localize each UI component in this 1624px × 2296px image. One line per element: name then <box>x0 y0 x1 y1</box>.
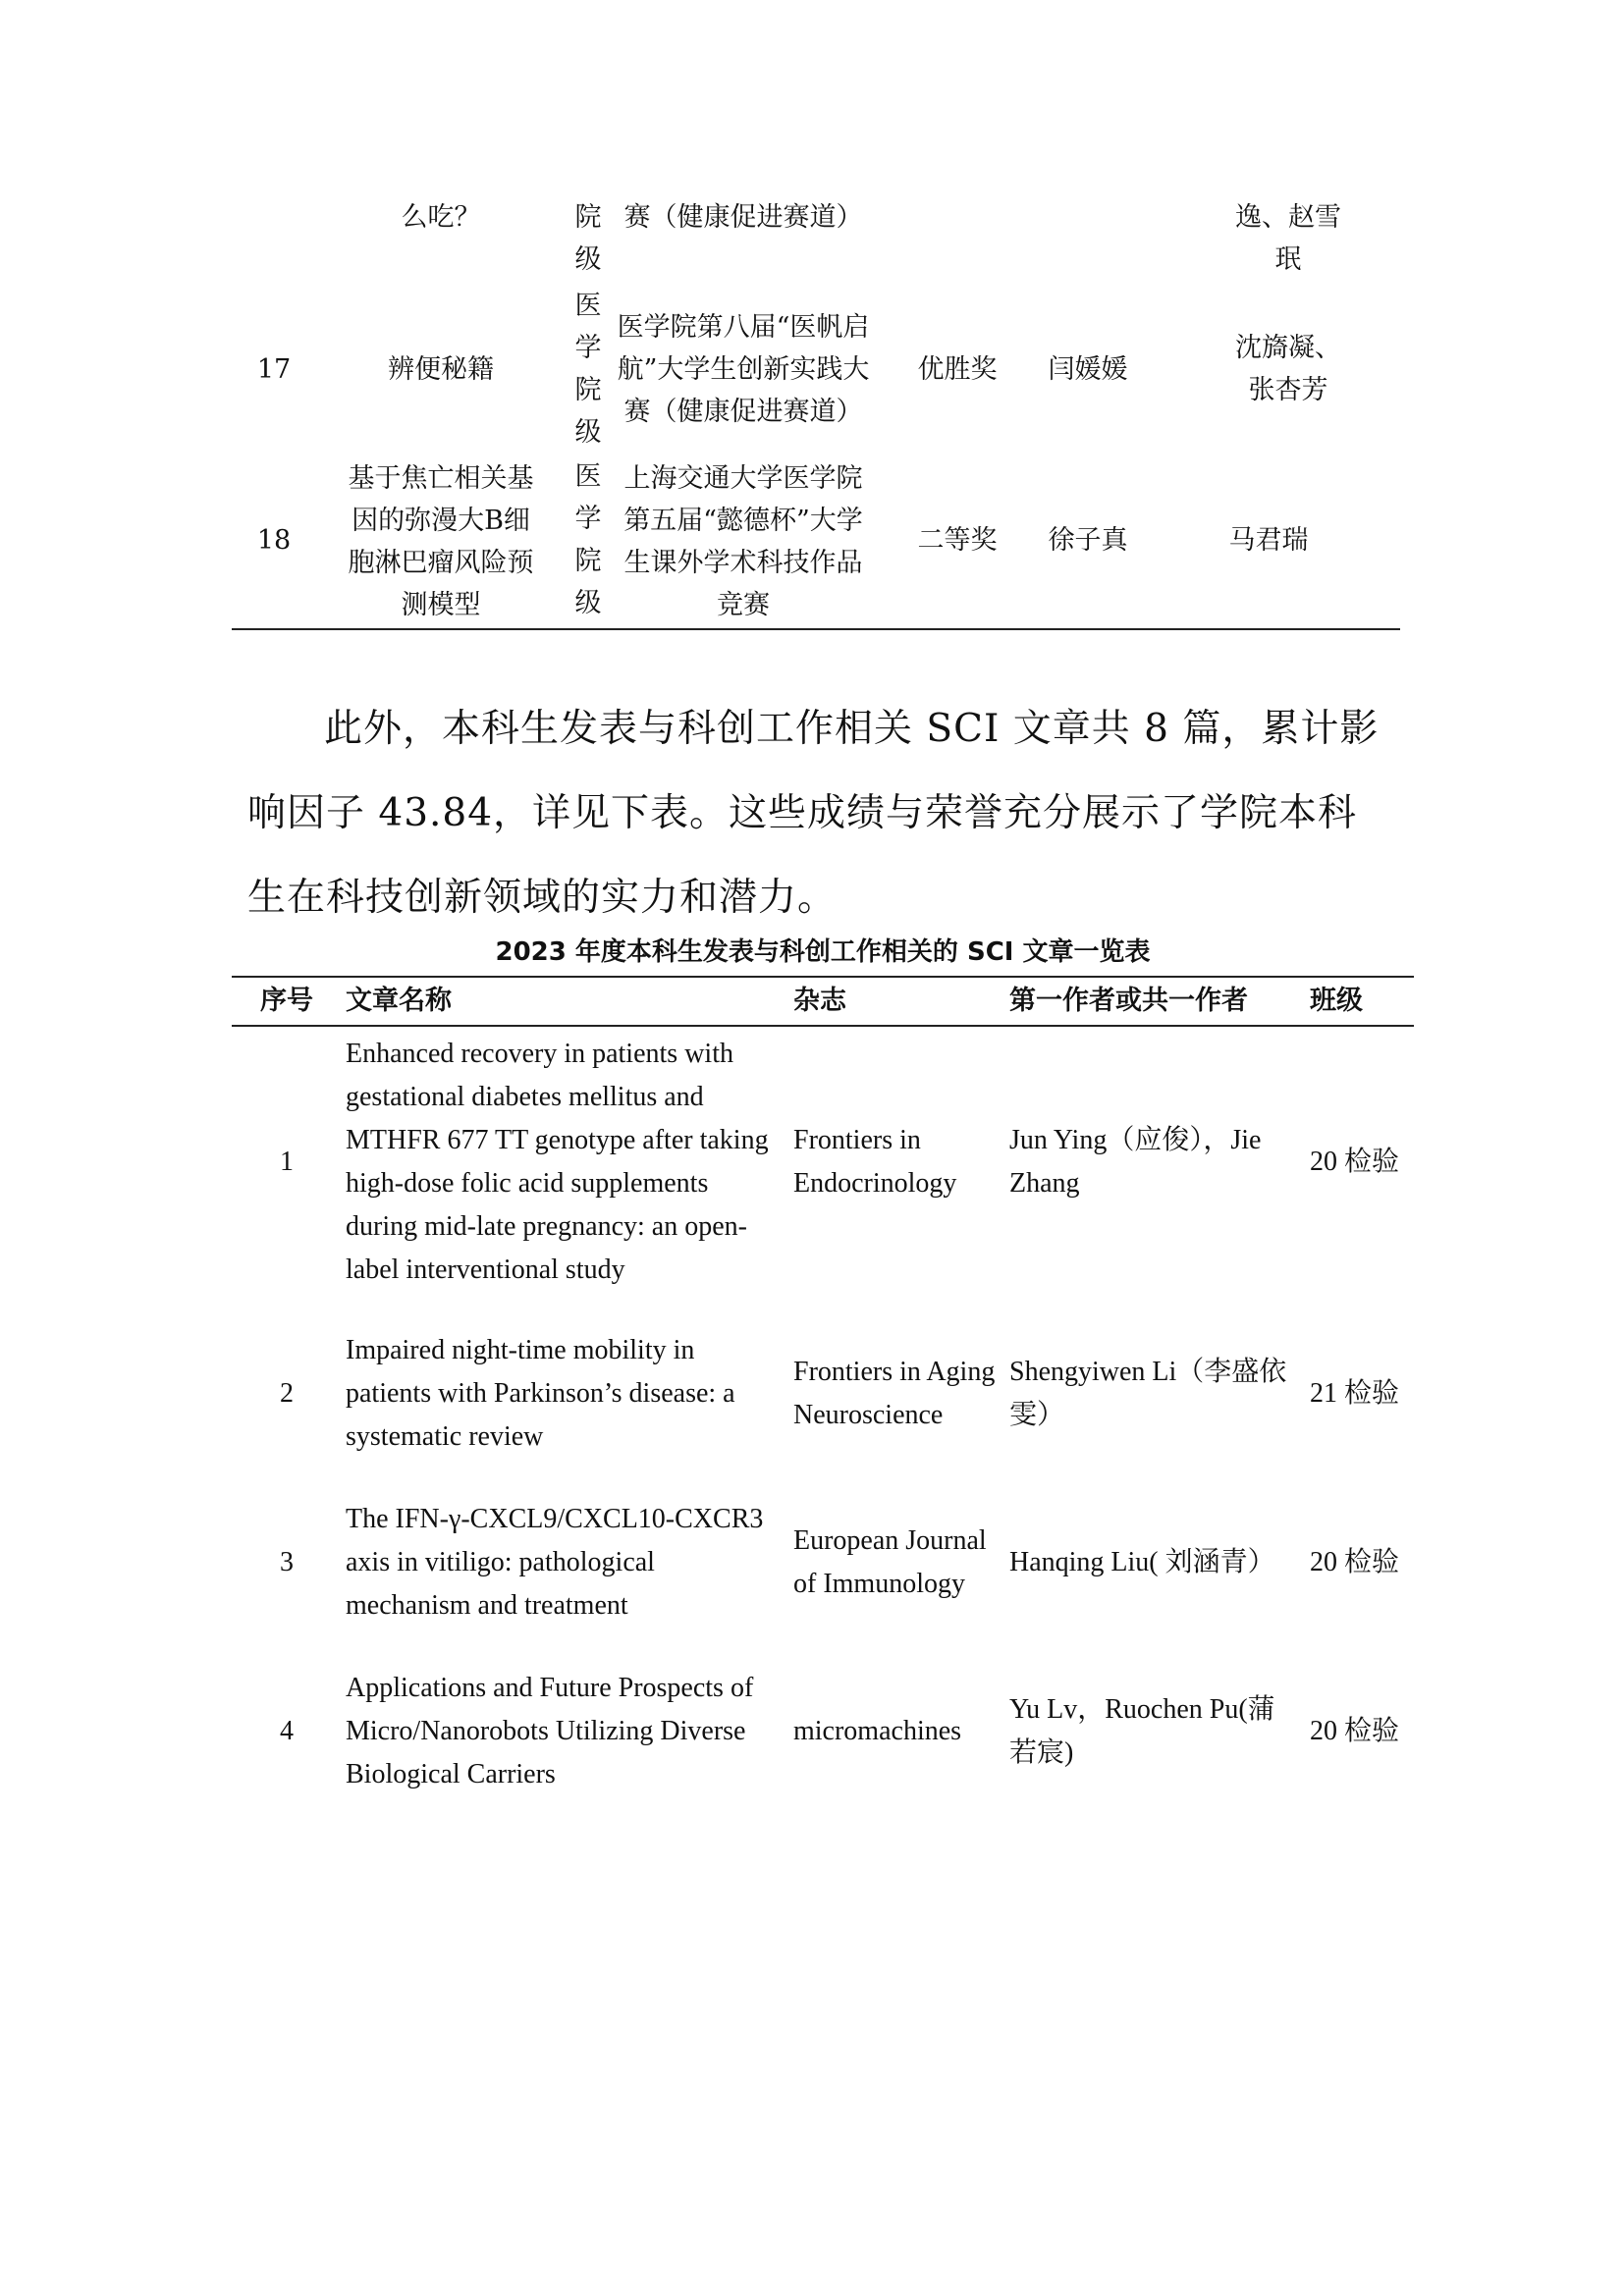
award-project: 么吃？ <box>401 202 481 233</box>
awards-row <box>232 455 1400 629</box>
col-header-author: 第一作者或共一作者 <box>1009 977 1310 1026</box>
award-level: 院 级 <box>574 202 602 275</box>
sci-author: Yu Lv，Ruochen Pu(蒲若宸) <box>1009 1694 1275 1768</box>
sci-journal: European Journal of Immunology <box>793 1525 987 1599</box>
sci-no: 1 <box>280 1147 294 1177</box>
sci-class: 20 检验 <box>1310 1147 1400 1177</box>
award-grade: 优胜奖 <box>917 353 998 385</box>
sci-journal: Frontiers in Aging Neuroscience <box>793 1357 996 1430</box>
sci-no: 2 <box>280 1378 294 1409</box>
award-no: 17 <box>256 353 292 385</box>
sci-title: Enhanced recovery in patients with gestational diabetes mellitus and MTHFR 677 TT genotype after taking high-dose folic acid supplements during mid-late pregnancy: an open-label interventional study <box>346 1039 769 1285</box>
sci-row <box>232 1667 1414 1796</box>
award-no <box>232 196 316 283</box>
col-header-class: 班级 <box>1310 977 1414 1026</box>
sci-title: Impaired night-time mobility in patients with Parkinson’s disease: a systematic review <box>346 1335 735 1452</box>
sci-journal: Frontiers in Endocrinology <box>793 1125 957 1199</box>
sci-author: Hanqing Liu( 刘涵青） <box>1009 1547 1275 1577</box>
sci-class: 21 检验 <box>1310 1378 1400 1409</box>
awards-row <box>232 196 1400 283</box>
sci-title: Applications and Future Prospects of Micro/Nanorobots Utilizing Diverse Biological Carriers <box>346 1673 754 1789</box>
body-paragraph: 此外，本科生发表与科创工作相关 SCI 文章共 8 篇，累计影响因子 43.84，详见下表。这些成绩与荣誉充分展示了学院本科生在科技创新领域的实力和潜力。 <box>247 707 1380 920</box>
award-project: 基于焦亡相关基因的弥漫大B细胞淋巴瘤风险预测模型 <box>316 455 566 629</box>
awards-row <box>232 283 1400 455</box>
award-leader: 闫媛媛 <box>1048 353 1128 385</box>
award-members: 沈旖凝、张杏芳 <box>1235 333 1341 405</box>
award-leader <box>1039 196 1137 283</box>
sci-title: The IFN-γ-CXCL9/CXCL10-CXCR3 axis in vitiligo: pathological mechanism and treatment <box>346 1504 764 1621</box>
award-competition: 上海交通大学医学院第五届“懿德杯”大学生课外学术科技作品竞赛 <box>611 455 876 629</box>
sci-class: 20 检验 <box>1310 1716 1400 1746</box>
sci-table <box>232 976 1414 1796</box>
col-header-title: 文章名称 <box>342 977 793 1026</box>
award-level: 医 学 院 级 <box>574 291 602 448</box>
awards-table <box>232 196 1400 630</box>
col-header-no: 序号 <box>232 977 342 1026</box>
award-project: 辨便秘籍 <box>388 353 494 385</box>
sci-row <box>232 1329 1414 1498</box>
award-members: 马君瑞 <box>1137 455 1400 629</box>
sci-row <box>232 1026 1414 1329</box>
sci-row <box>232 1498 1414 1667</box>
sci-table-title: 2023 年度本科生发表与科创工作相关的 SCI 文章一览表 <box>495 937 1151 967</box>
award-grade: 二等奖 <box>876 455 1039 629</box>
award-leader: 徐子真 <box>1039 455 1137 629</box>
award-competition: 赛（健康促进赛道） <box>623 202 863 233</box>
col-header-journal: 杂志 <box>793 977 1009 1026</box>
award-grade <box>876 196 1039 283</box>
sci-no: 3 <box>280 1547 294 1577</box>
award-members: 逸、赵雪珉 <box>1235 202 1341 275</box>
sci-author: Jun Ying（应俊），Jie Zhang <box>1009 1125 1262 1199</box>
award-no: 18 <box>232 455 316 629</box>
sci-journal: micromachines <box>793 1716 962 1746</box>
award-competition: 医学院第八届“医帆启航”大学生创新实践大赛（健康促进赛道） <box>617 311 870 427</box>
sci-header-row <box>232 977 1414 1026</box>
award-level: 医 学 院 级 <box>566 455 611 629</box>
sci-author: Shengyiwen Li（李盛依雯） <box>1009 1357 1287 1430</box>
sci-no: 4 <box>280 1716 294 1746</box>
sci-class: 20 检验 <box>1310 1547 1400 1577</box>
